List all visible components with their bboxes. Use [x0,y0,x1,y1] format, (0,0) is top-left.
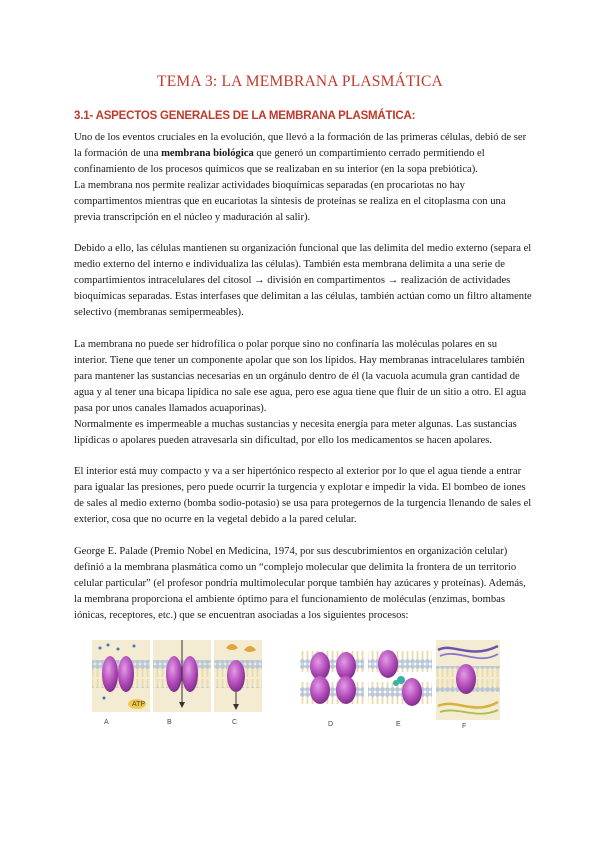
paragraph-text: Uno de los eventos cruciales en la evolución, que llevó a la formación de las primeras células, debió de ser la formación de una [74,132,527,159]
figure-label-a: A [104,719,109,726]
paragraph-text: que generó un compartimiento cerrado permitiendo el confinamiento de los procesos químicos que se realizaban en su interior (en la sopa prebiótica). [74,147,485,175]
page-title: TEMA 3: LA MEMBRANA PLASMÁTICA [157,73,443,90]
figure-panel-c [214,640,262,726]
figure-panel-d [300,650,364,728]
paragraph-evolution [74,130,532,178]
section-heading: 3.1- ASPECTOS GENERALES DE LA MEMBRANA PLASMÁTICA: [74,110,416,122]
figure-label-e: E [396,721,401,728]
bold-term: membrana biológica [161,147,254,159]
paragraph-functional-organization: Debido a ello, las células mantienen su organización funcional que las delimita del medio externo (separa el medio externo del interno e individualiza las células). También esta membrana delimita a una serie de compartimientos intracelulares del citosol → división en compartimentos → realización de actividades bioquímicas separadas. Estas interfases que delimitan a las células, también actúan como un filtro altamente selectivo (membranas semipermeables). [74,243,532,318]
membrane-processes-figure [0,636,600,736]
figure-label-b: B [167,719,172,726]
paragraph-permeability: Normalmente es impermeable a muchas sustancias y necesita energía para meter algunas. Las sustancias lipídicas o apolares pueden atravesarla sin dificultad, por ello los medicamentos se hacen apolares. [74,419,517,446]
figure-panel-a [92,640,150,726]
atp-annotation: ATP [132,701,146,708]
paragraph-lipids: La membrana no puede ser hidrofílica o polar porque sino no confinaría las moléculas polares en su interior. Tiene que tener un componente apolar que son los lípidos. Hay membranas intracelulares también para mantener las sustancias necesarias en un orgánulo dentro de él (la vacuola acumula gran cantidad de agua y al tener una bicapa lipídica no sale ese agua, pero ese agua tiene que fluir de un sitio a otro. El agua pasa por unos canales llamados acuaporinas). [74,339,527,414]
figure-label-c: C [232,719,238,726]
figure-label-d: D [328,721,334,728]
figure-panel-e [368,650,432,728]
paragraph-palade: George E. Palade (Premio Nobel en Medicina, 1974, por sus descubrimientos en organización celular) definió a la membrana plasmática como un “complejo molecular que delimita la frontera de un territorio celular particular” (el profesor pondría multimolecular porque también hay azúcares y proteínas). Además, la membrana proporciona el ambiente óptimo para el funcionamiento de moléculas (enzimas, bombas iónicas, receptores, etc.) que se encuentran asociadas a los siguientes procesos: [74,546,526,621]
figure-panel-f [436,640,500,730]
figure-panel-b [153,640,211,726]
figure-label-f: F [462,723,467,730]
paragraph-biochemical-activities: La membrana nos permite realizar actividades bioquímicas separadas (en procariotas no hay compartimentos mientras que en eucariotas la síntesis de proteínas se realiza en el citoplasma con una previa transcripción en el núcleo y maduración al salir). [74,180,506,223]
paragraph-turgor: El interior está muy compacto y va a ser hipertónico respecto al exterior por lo que el agua tiende a entrar para igualar las presiones, pero puede ocurrir la turgencia y explotar e impedir la vida. El bombeo de iones de sales al medio externo (bomba sodio-potasio) se usa para protegernos de la turgencia llenando de sales el exterior, cosa que no ocurre en la vegetal debido a la pared celular. [74,466,532,525]
